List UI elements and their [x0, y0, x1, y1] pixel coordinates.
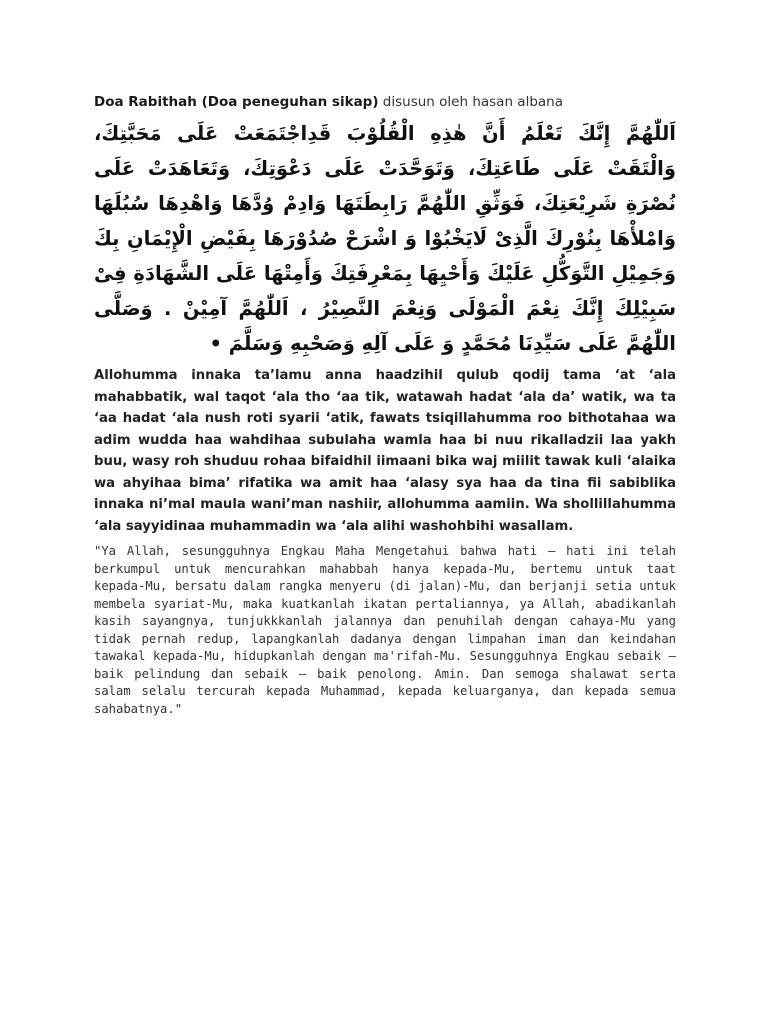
document-page — [94, 92, 676, 718]
latin-transliteration-text: Allohumma innaka ta’lamu anna haadzihil qulub qodij tama ‘at ‘ala mahabbatik, wal taqot ‘ala tho ‘aa tik, watawah hadat ‘ala da’ watik, wa ta ‘aa hadat ‘ala nush roti syarii ‘atik, fawats tsiqillahumma roo bithotahaa wa adim wudda haa wahdihaa subulaha wamla haa bi nuu rikalladzii laa yakh buu, wasy roh shuduu rohaa bifaidhil iimaani bika waj miilit tawak kuli ‘alaika wa ahyihaa bima’ rifatika wa amit haa ‘alasy sya haa da tina fii sabiblika innaka ni’mal maula wani’man nashiir, allohumma aamiin. Wa shollillahumma ‘ala sayyidinaa muhammadin wa ‘ala alihi washohbihi wasallam. — [94, 368, 676, 534]
title-author-text: disusun oleh hasan albana — [378, 94, 563, 110]
indonesian-translation-text: "Ya Allah, sesungguhnya Engkau Maha Mengetahui bahwa hati – hati ini telah berkumpul untuk mencurahkan mahabbah hanya kepada-Mu, bertemu untuk taat kepada-Mu, bersatu dalam rangka menyeru (di jalan)-Mu, dan berjanji setia untuk membela syariat-Mu, maka kuatkanlah ikatan pertaliannya, ya Allah, abadikanlah kasih sayangnya, tunjukkkanlah jalannya dan penuhilah dengan cahaya-Mu yang tidak pernah redup, lapangkanlah dadanya dengan limpahan iman dan keindahan tawakal kepada-Mu, hidupkanlah dengan ma'rifah-Mu. Sesungguhnya Engkau sebaik – baik pelindung dan sebaik – baik penolong. Amin. Dan semoga shalawat serta salam selalu tercurah kepada Muhammad, kepada keluarganya, dan kepada semua sahabatnya." — [94, 544, 676, 716]
title-bold-text: Doa Rabithah (Doa peneguhan sikap) — [94, 94, 379, 110]
arabic-prayer-text: اَللّٰهُمَّ إِنَّكَ تَعْلَمُ أَنَّ هٰذِهِ الْقُلُوْبَ قَدِاجْتَمَعَتْ عَلَى مَحَبَّتِكَ، وَالْتَقَتْ عَلَى طَاعَتِكَ، وَتَوَحَّدَتْ عَلَى دَعْوَتِكَ، وَتَعَاهَدَتْ عَلَى نُصْرَةِ شَرِيْعَتِكَ، فَوَثِّقِ اللّٰهُمَّ رَابِطَتَهَا وَادِمْ وُدَّهَا وَاهْدِهَا سُبُلَهَا وَامْلأْهَا بِنُوْرِكَ الَّذِىْ لَايَخْبُوْا وَ اشْرَحْ صُدُوْرَهَا بِفَيْضِ الْإِيْمَانِ بِكَ وَجَمِيْلِ التَّوَكُّلِ عَلَيْكَ وَأَحْيِهَا بِمَعْرِفَتِكَ وَأَمِتْهَا عَلَى الشَّهَادَةِ فِىْ سَبِيْلِكَ إِنَّكَ نِعْمَ الْمَوْلَى وَنِعْمَ النَّصِيْرُ ، اَللّٰهُمَّ آمِيْنْ . وَصَلَّى اللّٰهُمَّ عَلَى سَيِّدِنَا مُحَمَّدٍ وَ عَلَى آلِهِ وَصَحْبِهِ وَسَلَّمَ • — [94, 122, 676, 355]
document-title — [94, 92, 676, 112]
